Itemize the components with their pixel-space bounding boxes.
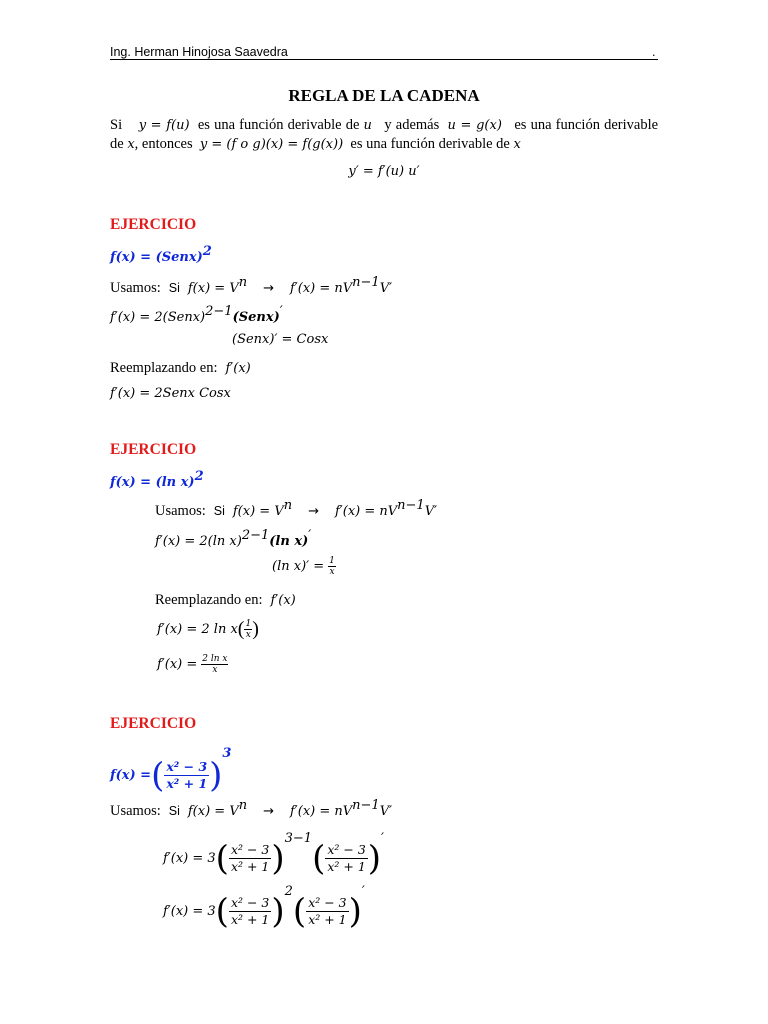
ex2-reemplazando-line — [155, 591, 296, 609]
intro-text-5: es una función derivable de — [350, 136, 510, 152]
ex3-step2-frac-b — [306, 895, 348, 928]
ex3-step1-num-b: x² − 3 — [327, 841, 366, 857]
ex2-usamos: Usamos: — [155, 503, 206, 519]
ex1-rule-left-exp: n — [238, 275, 248, 290]
ex2-heading: EJERCICIO — [110, 441, 197, 458]
ex3-exp: 3 — [222, 746, 232, 761]
arrow-icon: → — [263, 804, 274, 819]
ex1-step1-b: (Senx) — [232, 310, 280, 325]
intro-y-eq: y = f(u) — [138, 118, 190, 133]
ex3-num: x² − 3 — [166, 758, 208, 774]
ex1-step2: (Senx)′ = Cosx — [232, 332, 329, 347]
ex1-fprime: f′(x) — [225, 361, 251, 376]
ex2-fprime: f′(x) — [270, 593, 296, 608]
header-rule — [110, 59, 658, 60]
intro-compose: y = (f o g)(x) = f(g(x)) — [199, 137, 344, 152]
arrow-icon: → — [263, 281, 274, 296]
author-header: Ing. Herman Hinojosa Saavedra — [110, 45, 288, 59]
ex1-reemplazando-line — [110, 359, 251, 377]
ex3-step1-den-a: x² + 1 — [230, 858, 270, 874]
ex1-rule-right: f′(x) = nV — [290, 281, 353, 296]
ex3-rule-left: f(x) = V — [187, 804, 239, 819]
ex3-step2-num-a: x² − 3 — [230, 894, 270, 910]
ex1-usamos: Usamos: — [110, 280, 161, 296]
ex3-den: x² + 1 — [166, 775, 208, 791]
intro-u-eq: u = g(x) — [447, 118, 502, 133]
header-dot: . — [652, 45, 656, 59]
ex3-step1-frac-b — [325, 842, 367, 875]
ex1-heading: EJERCICIO — [110, 216, 197, 233]
ex3-step1-num-a: x² − 3 — [230, 841, 270, 857]
intro-text-2: y además — [384, 117, 440, 133]
ex2-step4-num: 2 ln x — [202, 654, 228, 664]
ex3-usamos-line — [110, 798, 392, 820]
ex3-rule-right-tail: V′ — [379, 804, 393, 819]
ex3-step2-left: f′(x) = 3 — [163, 904, 216, 919]
ex2-function — [110, 469, 204, 491]
ex3-step1: f′(x) = 3( $\frac{\text{x² − 3}}{\text{x² + 1}}$ )$^{3-1}$( $\frac{\text{x² − 3}}{\text{x² + 1}}$ )′ — [163, 831, 384, 879]
ex2-rule-right-exp: n−1 — [397, 498, 425, 513]
ex3-fx-left: f(x) = — [110, 768, 152, 783]
ex2-rule-left-exp: n — [283, 498, 293, 513]
ex1-function — [110, 244, 212, 266]
ex3-step1-left: f′(x) = 3 — [163, 851, 216, 866]
ex3-step1-exp: 3−1 — [284, 831, 313, 846]
ex2-rule-right: f′(x) = nV — [335, 504, 398, 519]
ex2-step3-den: x — [245, 630, 251, 640]
ex2-reemplazando: Reemplazando en: — [155, 592, 263, 608]
ex1-reemplazando: Reemplazando en: — [110, 360, 218, 376]
ex2-step1-exp: 2−1 — [241, 528, 270, 543]
ex3-step2-num-b: x² − 3 — [308, 894, 347, 910]
ex1-step1-a: f′(x) = 2(Senx) — [110, 310, 206, 325]
ex1-step1-exp: 2−1 — [205, 304, 233, 319]
ex2-step2 — [272, 556, 336, 577]
ex1-fx: f(x) = (Senx) — [110, 250, 203, 265]
ex1-rule-left: f(x) = V — [187, 281, 239, 296]
ex1-rule-right-tail: V′ — [379, 281, 393, 296]
ex2-step2-num: 1 — [329, 556, 335, 566]
intro-text-1: es una función derivable de — [197, 117, 360, 133]
intro-x2: x — [513, 137, 521, 152]
ex2-step1-prime: ′ — [308, 528, 312, 543]
ex3-step2-den-b: x² + 1 — [308, 911, 347, 927]
ex3-step2-prime: ′ — [361, 884, 365, 899]
chain-rule-formula: y′ = f′(u) u′ — [348, 164, 420, 179]
ex2-si: Si — [213, 504, 225, 518]
intro-x: x — [127, 137, 135, 152]
ex3-step1-prime: ′ — [381, 831, 384, 846]
ex3-step2-frac-a — [229, 895, 271, 928]
intro-u: u — [363, 118, 372, 133]
ex2-step3-num: 1 — [245, 619, 252, 629]
page-title: REGLA DE LA CADENA — [288, 86, 480, 105]
ex2-step2-left: (ln x)′ = — [272, 559, 325, 575]
arrow-icon: → — [308, 504, 319, 519]
ex3-step1-den-b: x² + 1 — [327, 858, 366, 874]
ex2-step2-den: x — [329, 567, 335, 577]
ex3-fraction — [164, 759, 209, 792]
ex3-heading: EJERCICIO — [110, 715, 197, 732]
ex1-si: Si — [168, 281, 180, 295]
ex1-fx-exp: 2 — [202, 244, 212, 259]
ex2-step1 — [155, 528, 311, 550]
ex1-step1 — [110, 304, 283, 326]
ex2-fx-exp: 2 — [194, 469, 204, 484]
ex2-rule-left: f(x) = V — [232, 504, 284, 519]
ex2-rule-right-tail: V′ — [424, 504, 438, 519]
ex2-fx: f(x) = (ln x) — [110, 475, 195, 490]
ex3-rule-right: f′(x) = nV — [290, 804, 353, 819]
ex2-step3-left: f′(x) = 2 ln x — [157, 622, 238, 638]
ex2-step4 — [157, 654, 228, 675]
ex2-step1-b: (ln x) — [269, 534, 309, 549]
ex2-step4-frac — [201, 654, 228, 675]
ex2-step4-den: x — [212, 665, 218, 675]
ex2-step1-a: f′(x) = 2(ln x) — [155, 534, 242, 549]
ex3-step2-exp: 2 — [284, 884, 293, 899]
ex3-step2: f′(x) = 3( $\frac{\text{x² − 3}}{\text{x² + 1}}$ )$^2$( $\frac{\text{x² − 3}}{\text{x² + 1}}$ )′ — [163, 884, 365, 932]
ex1-step1-prime: ′ — [279, 304, 283, 319]
intro-si: Si — [110, 117, 123, 133]
ex3-si: Si — [168, 804, 180, 818]
ex2-step3: f′(x) = 2 ln x( $\frac{1}{x}$ ) — [157, 618, 259, 640]
ex3-step2-den-a: x² + 1 — [230, 911, 270, 927]
ex3-rule-left-exp: n — [238, 798, 248, 813]
ex1-usamos-line — [110, 275, 392, 297]
ex3-usamos: Usamos: — [110, 803, 161, 819]
ex3-function: f(x) =( $\frac{\text{x² − 3}}{\text{x² + 1}}$ )$^3$ — [110, 746, 232, 796]
ex1-rule-right-exp: n−1 — [352, 275, 380, 290]
ex3-rule-right-exp: n−1 — [352, 798, 380, 813]
ex2-usamos-line — [155, 498, 437, 520]
ex1-result: f′(x) = 2Senx Cosx — [110, 386, 231, 401]
intro-paragraph — [110, 116, 658, 154]
ex2-step2-frac — [328, 556, 336, 577]
intro-text-3: es una función derivable de — [110, 117, 659, 152]
ex2-step4-left: f′(x) = — [157, 657, 198, 673]
intro-text-4: , entonces — [134, 136, 193, 152]
ex3-step1-frac-a — [229, 842, 271, 875]
